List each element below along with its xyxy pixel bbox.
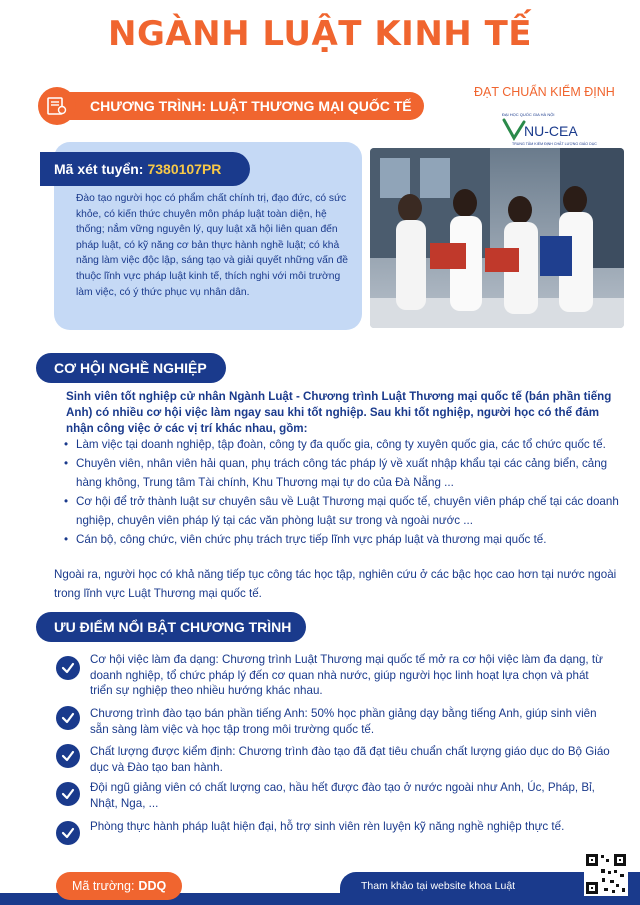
list-item: • Cơ hội để trở thành luật sư chuyên sâu về Luật Thương mại quốc tế, chuyên viên pháp chế tại các doanh nghiệp, chuyên viên pháp lý tại các văn phòng luật sư trong và ngoài nước ... xyxy=(66,492,626,530)
reference-text: Tham khảo tại website khoa Luật xyxy=(361,880,516,892)
career-heading: CƠ HỘI NGHỀ NGHIỆP xyxy=(36,353,226,383)
school-code-value: DDQ xyxy=(138,879,167,893)
check-icon xyxy=(56,656,80,680)
check-icon xyxy=(56,706,80,730)
list-item: • Cán bộ, công chức, viên chức phụ trách trực tiếp lĩnh vực pháp luật và thương mại quốc tế. xyxy=(66,530,626,549)
admission-code-label: Mã xét tuyển: xyxy=(54,161,144,177)
school-code xyxy=(56,872,182,900)
advantage-text: Chương trình đào tạo bán phần tiếng Anh: 50% học phần giảng dạy bằng tiếng Anh, giúp sinh viên sẵn sàng làm việc và học tập trong môi trường quốc tế. xyxy=(90,707,597,736)
check-icon xyxy=(56,821,80,845)
advantage-text: Đội ngũ giảng viên có chất lượng cao, hầu hết được đào tạo ở nước ngoài như Anh, Úc, Pháp, Bỉ, Nhật, Nga, ... xyxy=(90,781,595,810)
certificate-icon xyxy=(38,87,76,125)
school-code-label: Mã trường: xyxy=(72,879,135,893)
program-description: Đào tạo người học có phẩm chất chính trị, đạo đức, có sức khỏe, có kiến thức chuyên môn pháp luật toàn diện, hệ thống; nắm vững nguyên lý, quy luật xã hội liên quan đến pháp luật, có kỹ năng cơ bản thực hành nghề luật; có khả năng làm việc độc lập, sáng tạo và giải quyết những vấn đề thuộc lĩnh vực pháp luật kinh tế, thích nghi với môi trường làm việc, có ý thức phục vụ nhân dân. xyxy=(76,193,348,298)
page-title: NGÀNH LUẬT KINH TẾ xyxy=(108,14,532,54)
career-list xyxy=(66,435,626,549)
career-intro: Sinh viên tốt nghiệp cử nhân Ngành Luật - Chương trình Luật Thương mại quốc tế (bán phần tiếng Anh) có nhiều cơ hội việc làm ngay sau khi tốt nghiệp. Sau khi tốt nghiệp, người học có thể đảm nhận công việc ở các vị trí khác nhau, gồm: xyxy=(66,390,612,435)
check-icon xyxy=(56,744,80,768)
advantages-heading: ƯU ĐIỂM NỔI BẬT CHƯƠNG TRÌNH xyxy=(36,612,306,642)
logo-text: NU-CEA xyxy=(524,123,578,139)
check-icon xyxy=(56,782,80,806)
admission-code-value: 7380107PR xyxy=(147,161,222,177)
career-extra: Ngoài ra, người học có khả năng tiếp tục công tác học tập, nghiên cứu ở các bậc học cao hơn tại nước ngoài trong lĩnh vực Luật Thương mại quốc tế. xyxy=(54,568,617,600)
logo-tagline: TRUNG TÂM KIỂM ĐỊNH CHẤT LƯỢNG GIÁO DỤC xyxy=(512,142,597,146)
advantage-text: Phòng thực hành pháp luật hiện đại, hỗ trợ sinh viên rèn luyện kỹ năng nghề nghiệp thực tế. xyxy=(90,820,565,833)
accreditation-label: ĐẠT CHUẨN KIỂM ĐỊNH xyxy=(474,85,615,99)
program-label: CHƯƠNG TRÌNH: LUẬT THƯƠNG MẠI QUỐC TẾ xyxy=(90,98,412,114)
list-item: • Chuyên viên, nhân viên hải quan, phụ trách công tác pháp lý về xuất nhập khẩu tại các cảng biển, cảng hàng không, Trung tâm Tài chính, Khu Thương mại tự do của Đà Nẵng ... xyxy=(66,454,626,492)
logo-top-text: ĐẠI HỌC QUỐC GIA HÀ NỘI xyxy=(502,112,555,117)
admission-code xyxy=(40,152,250,186)
list-item: • Làm việc tại doanh nghiệp, tập đoàn, công ty đa quốc gia, công ty xuyên quốc gia, các tổ chức quốc tế. xyxy=(66,435,626,454)
advantage-text: Cơ hội việc làm đa dạng: Chương trình Luật Thương mại quốc tế mở ra cơ hội việc làm đa dạng, từ doanh nghiệp, tổ chức pháp lý đến cơ quan nhà nước, giúp người học linh hoạt lựa chọn và phát triển sự nghiệp theo nhiều hướng khác nhau. xyxy=(90,653,603,698)
advantage-text: Chất lượng được kiểm định: Chương trình đào tạo đã đạt tiêu chuẩn chất lượng giáo dục do Bộ Giáo dục và Đào tạo ban hành. xyxy=(90,745,610,774)
students-photo xyxy=(370,148,624,328)
nu-cea-logo xyxy=(500,108,600,148)
qr-code[interactable] xyxy=(584,852,628,896)
